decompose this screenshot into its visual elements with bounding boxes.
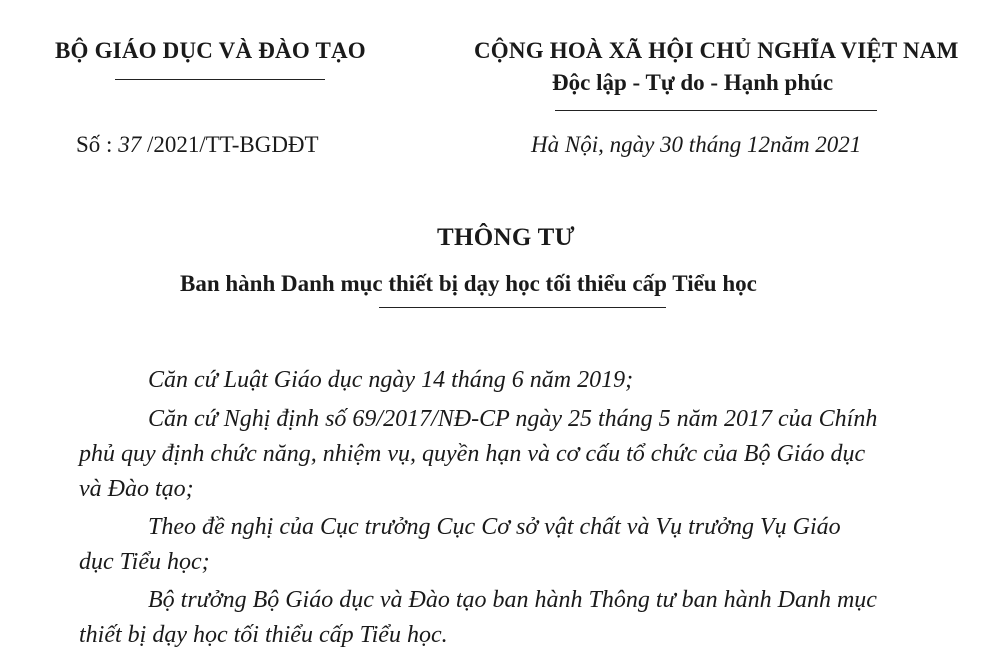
body-line-proposal: Theo đề nghị của Cục trưởng Cục Cơ sở vật chất và Vụ trưởng Vụ Giáo — [148, 514, 841, 540]
national-title: CỘNG HOÀ XÃ HỘI CHỦ NGHĨA VIỆT NAM — [474, 38, 959, 63]
body-line-issuance: Bộ trưởng Bộ Giáo dục và Đào tạo ban hành Thông tư ban hành Danh mục — [148, 587, 877, 613]
document-subject: Ban hành Danh mục thiết bị dạy học tối thiểu cấp Tiểu học — [180, 271, 757, 296]
motto-underline — [555, 110, 877, 111]
issuing-ministry: BỘ GIÁO DỤC VÀ ĐÀO TẠO — [55, 38, 366, 63]
body-line-decree-continued: phủ quy định chức năng, nhiệm vụ, quyền hạn và cơ cấu tổ chức của Bộ Giáo dục — [79, 441, 866, 467]
number-label: Số : — [76, 132, 119, 157]
body-line-decree-end: và Đào tạo; — [79, 476, 194, 502]
national-motto: Độc lập - Tự do - Hạnh phúc — [552, 70, 834, 95]
ministry-underline — [115, 79, 325, 80]
place-and-date: Hà Nội, ngày 30 tháng 12năm 2021 — [531, 132, 862, 157]
body-line-legal-basis-education-law: Căn cứ Luật Giáo dục ngày 14 tháng 6 năm 2019; — [148, 367, 634, 393]
number-suffix: /2021/TT-BGDĐT — [141, 132, 319, 157]
document-type-title: THÔNG TƯ — [437, 224, 575, 251]
number-value: 37 — [118, 132, 142, 157]
body-line-proposal-end: dục Tiểu học; — [79, 549, 210, 575]
body-line-legal-basis-decree: Căn cứ Nghị định số 69/2017/NĐ-CP ngày 25 tháng 5 năm 2017 của Chính — [148, 406, 878, 432]
body-line-issuance-end: thiết bị dạy học tối thiểu cấp Tiểu học. — [79, 622, 448, 648]
document-number — [76, 132, 319, 158]
subject-underline — [379, 307, 666, 308]
